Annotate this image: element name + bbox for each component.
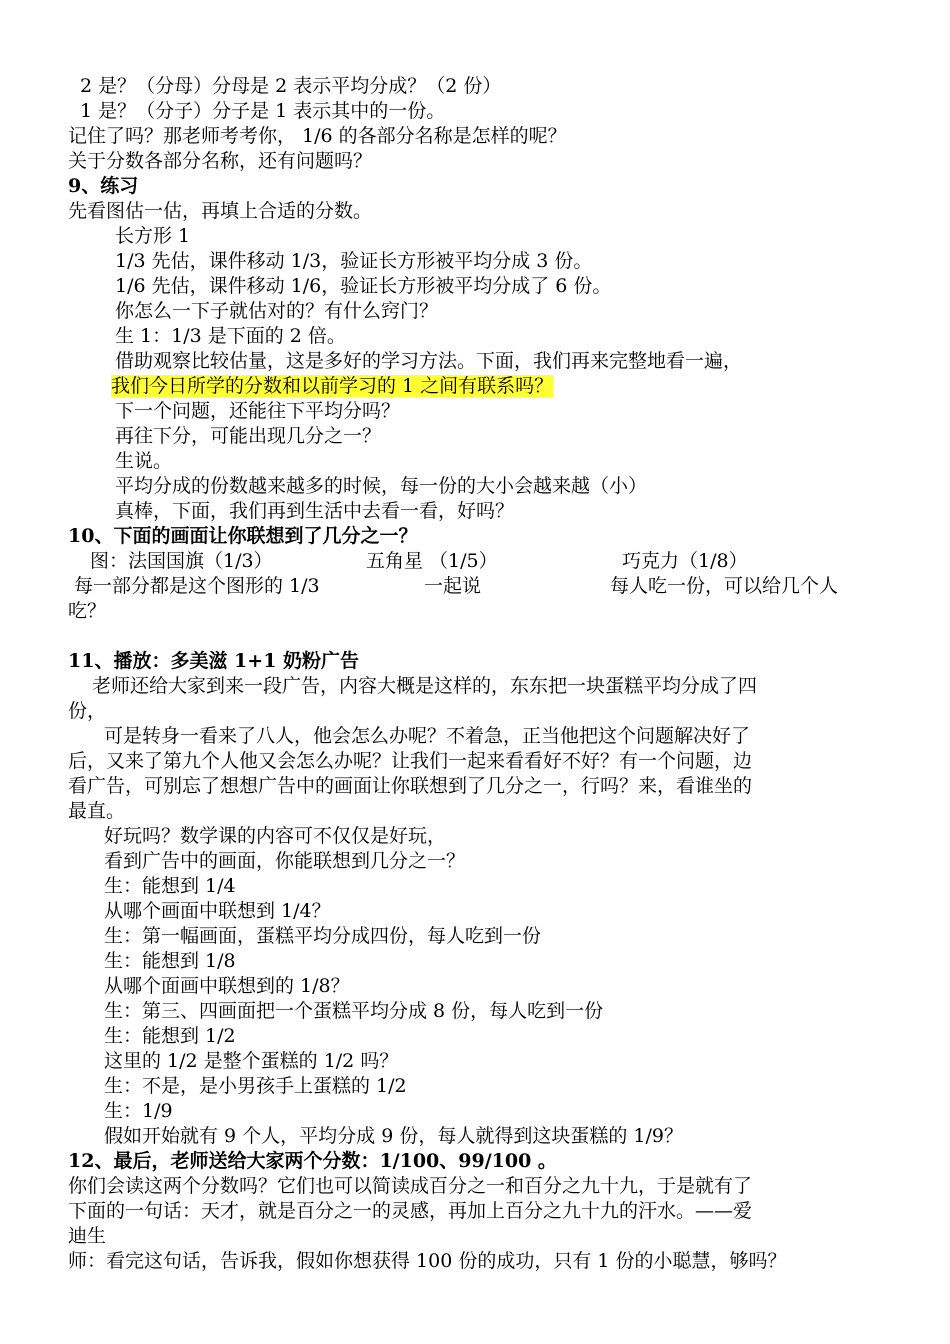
text-line: 长方形 1 bbox=[115, 225, 191, 247]
highlighted-line bbox=[111, 374, 553, 398]
text-line: 关于分数各部分名称，还有问题吗？ bbox=[68, 150, 373, 172]
text-line: 再往下分，可能出现几分之一？ bbox=[115, 425, 382, 447]
text-line: 从哪个画面中联想到 1/4？ bbox=[104, 900, 331, 922]
text-line: 从哪个面画中联想到的 1/8？ bbox=[104, 975, 350, 997]
text-line: 生：不是，是小男孩手上蛋糕的 1/2 bbox=[104, 1075, 407, 1097]
text-line: 生说。 bbox=[115, 450, 173, 472]
text-line: 迪生 bbox=[68, 1225, 107, 1247]
section-heading: 11、播放：多美滋 1+1 奶粉广告 bbox=[68, 650, 360, 672]
text-line: 这里的 1/2 是整个蛋糕的 1/2 吗？ bbox=[104, 1050, 399, 1072]
text-line: 借助观察比较估量，这是多好的学习方法。下面，我们再来完整地看一遍， bbox=[115, 350, 743, 372]
text-line: 你们会读这两个分数吗？它们也可以简读成百分之一和百分之九十九，于是就有了 bbox=[68, 1175, 753, 1197]
text-line: 生：第三、四画面把一个蛋糕平均分成 8 份，每人吃到一份 bbox=[104, 1000, 604, 1022]
text-line: 1/6 先估，课件移动 1/6，验证长方形被平均分成了 6 份。 bbox=[115, 275, 612, 297]
text-line: 生：第一幅画面，蛋糕平均分成四份，每人吃到一份 bbox=[104, 925, 542, 947]
text-line: 真棒，下面，我们再到生活中去看一看，好吗？ bbox=[115, 500, 515, 522]
text-line: 下一个问题，还能往下平均分吗？ bbox=[115, 400, 401, 422]
text-line: 可是转身一看来了八人，他会怎么办呢？不着急，正当他把这个问题解决好了 bbox=[104, 725, 751, 747]
text-line: 生：1/9 bbox=[104, 1100, 173, 1122]
text-line: 生：能想到 1/2 bbox=[104, 1025, 236, 1047]
text-line: 1/3 先估，课件移动 1/3，验证长方形被平均分成 3 份。 bbox=[115, 250, 593, 272]
section-heading: 9、练习 bbox=[68, 175, 139, 197]
highlight-text: 我们今日所学的分数和以前学习的 1 之间有联系吗？ bbox=[111, 375, 554, 397]
text-line: 五角星 （1/5） bbox=[366, 550, 498, 572]
section-heading: 10、下面的画面让你联想到了几分之一？ bbox=[68, 525, 418, 547]
text-line: 生：能想到 1/8 bbox=[104, 950, 236, 972]
text-line: 一起说 bbox=[424, 575, 482, 597]
text-line: 1 是？（分子）分子是 1 表示其中的一份。 bbox=[80, 100, 446, 122]
text-line: 图：法国国旗（1/3） bbox=[90, 550, 273, 572]
text-line: 假如开始就有 9 个人，平均分成 9 份，每人就得到这块蛋糕的 1/9？ bbox=[104, 1125, 683, 1147]
text-line: 生：能想到 1/4 bbox=[104, 875, 236, 897]
text-line: 每一部分都是这个图形的 1/3 bbox=[74, 575, 320, 597]
section-heading: 12、最后，老师送给大家两个分数：1/100、99/100 。 bbox=[68, 1150, 557, 1172]
text-line: 看到广告中的画面，你能联想到几分之一？ bbox=[104, 850, 466, 872]
text-line: 吃？ bbox=[68, 600, 107, 622]
text-line: 每人吃一份，可以给几个人 bbox=[610, 575, 839, 597]
text-line: 师：看完这句话，告诉我，假如你想获得 100 份的成功，只有 1 份的小聪慧，够吗？ bbox=[68, 1250, 787, 1272]
text-line: 生 1：1/3 是下面的 2 倍。 bbox=[115, 325, 346, 347]
text-line: 你怎么一下子就估对的？有什么窍门？ bbox=[115, 300, 439, 322]
text-line: 好玩吗？数学课的内容可不仅仅是好玩， bbox=[104, 825, 447, 847]
text-line: 平均分成的份数越来越多的时候，每一份的大小会越来越（小） bbox=[115, 475, 648, 497]
text-line: 份， bbox=[68, 700, 107, 722]
text-line: 先看图估一估，再填上合适的分数。 bbox=[68, 200, 373, 222]
text-line: 最直。 bbox=[68, 800, 126, 822]
text-line: 记住了吗？那老师考考你， 1/6 的各部分名称是怎样的呢？ bbox=[68, 125, 567, 147]
text-line: 巧克力（1/8） bbox=[622, 550, 748, 572]
text-line: 下面的一句话：天才，就是百分之一的灵感，再加上百分之九十九的汗水。——爱 bbox=[68, 1200, 753, 1222]
text-line: 2 是？（分母）分母是 2 表示平均分成？（2 份） bbox=[80, 75, 502, 97]
text-line: 看广告，可别忘了想想广告中的画面让你联想到了几分之一，行吗？来，看谁坐的 bbox=[68, 775, 753, 797]
text-line: 后，又来了第九个人他又会怎么办呢？让我们一起来看看好不好？有一个问题，边 bbox=[68, 750, 753, 772]
text-line: 老师还给大家到来一段广告，内容大概是这样的，东东把一块蛋糕平均分成了四 bbox=[92, 675, 758, 697]
